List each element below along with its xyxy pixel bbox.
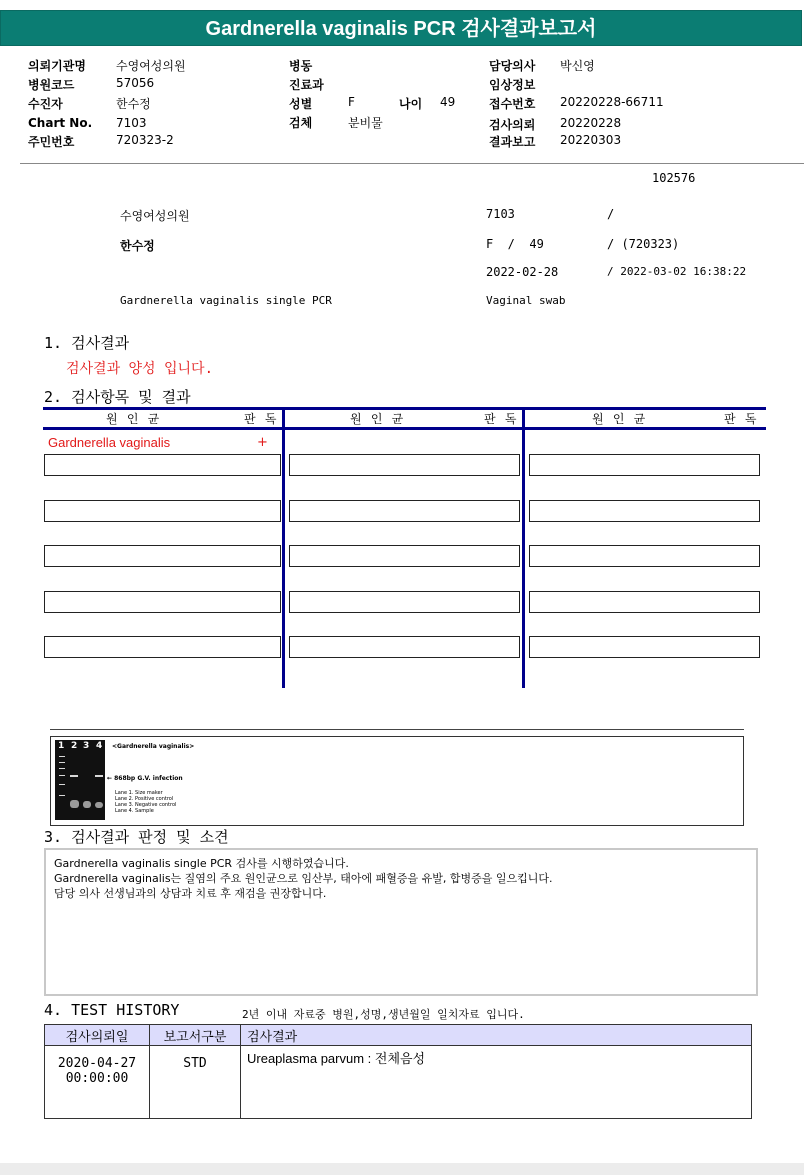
value-patient: 한수정 [116, 97, 151, 111]
positive-band [70, 775, 78, 777]
value-chart-no: 7103 [116, 116, 147, 130]
col-header-judgement-3: 판 독 [724, 412, 758, 426]
result-cell [529, 591, 760, 613]
value-specimen: 분비물 [348, 116, 383, 130]
result-cell [289, 636, 520, 658]
gel-legend-item: Lane 4. Sample [115, 808, 154, 814]
col-header-organism-2: 원 인 균 [350, 412, 405, 426]
organism-name: Gardnerella vaginalis [48, 435, 171, 450]
label-hospital-code: 병원코드 [28, 78, 75, 92]
col-header-judgement-2: 판 독 [484, 412, 518, 426]
result-cell [289, 545, 520, 567]
opinion-box [44, 848, 758, 996]
value-report-date: 20220303 [560, 133, 622, 147]
result-cell [529, 500, 760, 522]
result-cell [289, 454, 520, 476]
grid-col-divider-1 [282, 407, 285, 688]
history-date-cell [45, 1046, 150, 1119]
result-cell [529, 545, 760, 567]
section1-title: 1. 검사결과 [44, 334, 130, 352]
sub-receipt-date: 2022-02-28 [486, 265, 559, 279]
primer-smear [83, 801, 91, 808]
section4-title: 4. TEST HISTORY [44, 1001, 180, 1019]
value-request-date: 20220228 [560, 116, 622, 130]
label-specimen: 검체 [289, 116, 313, 130]
history-note: 2년 이내 자료중 병원,성명,생년월일 일치자료 입니다. [242, 1008, 525, 1021]
sample-band [95, 775, 103, 777]
sub-report-datetime: / 2022-03-02 16:38:22 [607, 265, 747, 278]
sub-slash: / [607, 207, 615, 221]
sub-birth: / (720323) [607, 237, 680, 251]
report-title: Gardnerella vaginalis PCR 검사결과보고서 [0, 10, 802, 46]
gel-top-rule [50, 729, 744, 730]
history-date: 2020-04-27 [57, 1056, 137, 1071]
ladder-band [59, 768, 65, 769]
gel-legend [115, 790, 176, 814]
history-table [44, 1024, 752, 1119]
value-hospital-code: 57056 [116, 76, 155, 90]
ladder-band [59, 784, 65, 785]
history-header-type: 보고서구분 [150, 1025, 241, 1046]
result-cell [529, 454, 760, 476]
grid-col-divider-2 [522, 407, 525, 688]
sub-patient-name: 한수정 [120, 239, 155, 253]
value-institution: 수영여성의원 [116, 59, 186, 73]
ladder-band [59, 756, 65, 757]
result-cell [289, 591, 520, 613]
label-clinical-info: 임상정보 [489, 78, 536, 92]
label-age: 나이 [399, 97, 423, 111]
label-resident-no: 주민번호 [28, 135, 75, 149]
history-header-result: 검사결과 [241, 1025, 752, 1046]
lane-number: 4 [96, 741, 103, 751]
organism-result: + [257, 435, 268, 450]
value-age: 49 [440, 95, 456, 109]
label-chart-no: Chart No. [28, 116, 93, 130]
gel-legend-item: Lane 1. Size maker [115, 790, 163, 796]
result-cell [44, 454, 281, 476]
history-result: Ureaplasma parvum : 전체음성 [241, 1046, 752, 1119]
label-request-date: 검사의뢰 [489, 118, 536, 132]
history-time: 00:00:00 [65, 1071, 129, 1086]
sub-specimen: Vaginal swab [486, 294, 566, 307]
primer-smear [95, 802, 103, 808]
value-resident-no: 720323-2 [116, 133, 174, 147]
result-cell [529, 636, 760, 658]
footer-strip [0, 1163, 804, 1175]
section3-title: 3. 검사결과 판정 및 소견 [44, 828, 229, 846]
section2-title: 2. 검사항목 및 결과 [44, 388, 191, 406]
label-patient: 수진자 [28, 97, 63, 111]
sub-sex-age: F / 49 [486, 237, 544, 251]
header-divider [20, 163, 804, 164]
history-type: STD [150, 1046, 241, 1119]
result-cell [289, 500, 520, 522]
opinion-line: 담당 의사 선생님과의 상담과 치료 후 재검을 권장합니다. [54, 887, 327, 900]
opinion-line: Gardnerella vaginalis는 질염의 주요 원인균으로 임산부, 태아에 패혈증을 유발, 합병증을 일으킵니다. [54, 872, 553, 885]
result-cell [44, 636, 281, 658]
col-header-organism-1: 원 인 균 [106, 412, 161, 426]
sub-chart: 7103 [486, 207, 515, 221]
gel-band-label: ← 868bp G.V. infection [107, 775, 183, 782]
gel-legend-item: Lane 3. Negative control [115, 802, 177, 808]
label-report-date: 결과보고 [489, 135, 536, 149]
grid-header-line [43, 427, 766, 430]
result-cell [44, 500, 281, 522]
label-sex: 성별 [289, 97, 313, 111]
lane-number: 2 [71, 741, 78, 751]
col-header-judgement-1: 판 독 [244, 412, 278, 426]
value-doctor: 박신영 [560, 59, 595, 73]
label-doctor: 담당의사 [489, 59, 536, 73]
history-header-date: 검사의뢰일 [45, 1025, 150, 1046]
doc-number: 102576 [652, 171, 696, 185]
lane-number: 1 [58, 741, 65, 751]
sub-test-name: Gardnerella vaginalis single PCR [120, 294, 332, 307]
table-row [45, 1046, 752, 1119]
value-receipt-no: 20220228-66711 [560, 95, 664, 109]
col-header-organism-3: 원 인 균 [592, 412, 647, 426]
primer-smear [70, 800, 79, 808]
ladder-band [59, 795, 65, 796]
gel-legend-item: Lane 2. Positive control [115, 796, 174, 802]
gel-electrophoresis-image [55, 740, 105, 820]
label-ward: 병동 [289, 59, 313, 73]
ladder-band [59, 775, 65, 776]
gel-caption: <Gardnerella vaginalis> [112, 743, 195, 750]
opinion-line: Gardnerella vaginalis single PCR 검사를 시행하였습니다. [54, 857, 349, 870]
result-cell [44, 591, 281, 613]
sub-hospital: 수영여성의원 [120, 209, 190, 223]
label-department: 진료과 [289, 78, 324, 92]
label-institution: 의뢰기관명 [28, 59, 86, 73]
result-cell [44, 545, 281, 567]
test-result-text: 검사결과 양성 입니다. [66, 361, 214, 377]
value-sex: F [348, 95, 355, 109]
lane-number: 3 [83, 741, 90, 751]
label-receipt-no: 접수번호 [489, 97, 536, 111]
ladder-band [59, 762, 65, 763]
